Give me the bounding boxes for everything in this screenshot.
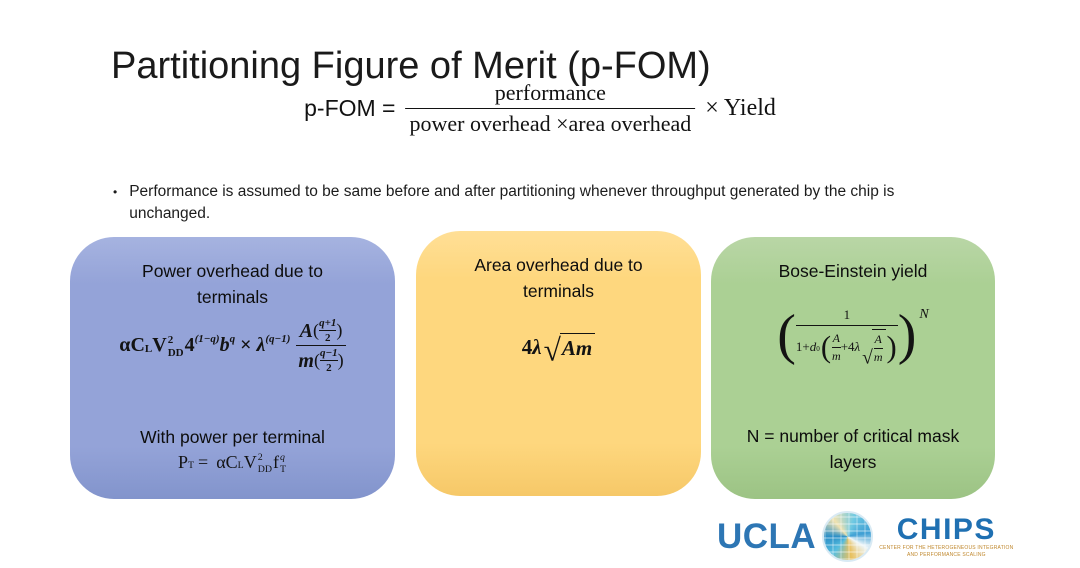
fraction-numerator: performance <box>494 80 606 105</box>
math-token: L <box>237 459 244 471</box>
math-token: V <box>152 334 167 356</box>
yield-note: N = number of critical mask layers <box>746 426 960 473</box>
ucla-chips-logo <box>717 511 1013 562</box>
yield-box-title: Bose-Einstein yield <box>778 261 928 281</box>
math-token: d <box>809 339 817 354</box>
formula-fraction <box>405 80 695 137</box>
math-token: × <box>240 334 252 356</box>
math-token: L <box>144 342 153 355</box>
math-token: T <box>188 459 195 471</box>
math-token: 0 <box>816 345 820 353</box>
math-token: 2 DD <box>167 334 184 359</box>
math-token: λ <box>256 334 266 356</box>
open-paren: ( <box>777 304 796 367</box>
math-token: f <box>272 451 279 472</box>
math-token: (q−1) <box>265 333 291 346</box>
math-token: 1 <box>843 307 851 322</box>
yield-formula <box>777 304 929 369</box>
formula-suffix: × Yield <box>705 95 776 121</box>
radicand: Am <box>560 333 595 361</box>
math-token: 2 DD <box>257 452 272 475</box>
math-token: (1−q) <box>194 333 220 346</box>
area-box-title: Area overhead due to terminals <box>474 255 643 302</box>
power-footer-formula <box>70 451 395 474</box>
radicand: $\frac{A}{m}$ <box>872 329 886 365</box>
math-token: b <box>219 334 230 356</box>
math-token: P <box>177 451 188 472</box>
area-formula <box>521 332 595 368</box>
math-token: αC <box>216 451 238 472</box>
fraction-bar <box>405 108 695 109</box>
fraction-bar <box>796 325 898 326</box>
math-token: 4 <box>521 334 533 359</box>
math-token: 1+ <box>795 339 810 354</box>
open-paren: ( <box>820 329 832 364</box>
formula-lhs: p-FOM = <box>304 95 396 121</box>
math-token: q <box>229 333 236 346</box>
yield-fraction <box>795 307 898 369</box>
math-token: A <box>299 320 314 342</box>
exponent-fraction: ( $\frac{q+1}{2}$ ) <box>313 317 343 344</box>
radical-sign: √ <box>543 332 561 368</box>
page-title: Partitioning Figure of Merit (p-FOM) <box>111 45 711 88</box>
math-token: +4 <box>840 339 855 354</box>
math-token: αC <box>119 334 145 356</box>
radical <box>543 332 596 368</box>
power-fraction <box>296 317 345 374</box>
math-token: λ <box>854 339 861 354</box>
math-token: λ <box>532 334 542 359</box>
chips-logo-icon <box>822 511 873 562</box>
fraction-denominator: power overhead ×area overhead <box>409 111 692 136</box>
bullet-text: Performance is assumed to be same before and after partitioning whenever throughput generated by the chip is unchanged. <box>129 183 895 222</box>
power-footer <box>70 427 395 474</box>
power-footer-label: With power per terminal <box>140 427 325 447</box>
exponent-N: N <box>919 307 929 322</box>
a-over-m: $\frac{A}{m}$ <box>832 330 841 363</box>
radical-sign: √ <box>862 347 873 369</box>
math-token: m <box>298 350 314 372</box>
pfom-formula <box>304 80 776 137</box>
power-box-title: Power overhead due to terminals <box>142 261 323 308</box>
power-overhead-box <box>70 237 395 499</box>
yield-box <box>711 237 995 499</box>
close-paren: ) <box>897 304 917 367</box>
chips-wordmark: CHIPS <box>896 512 996 546</box>
fraction-bar <box>296 345 345 346</box>
area-overhead-box <box>416 231 701 496</box>
close-paren: ) <box>886 329 897 364</box>
math-token: V <box>243 451 257 472</box>
math-token: = <box>198 451 209 472</box>
radical <box>862 329 885 369</box>
ucla-wordmark: UCLA <box>717 516 817 556</box>
bullet-marker: • <box>113 185 118 199</box>
chips-tagline: CENTER FOR THE HETEROGENEOUS INTEGRATION AND PERFORMANCE SCALING <box>879 544 1014 558</box>
math-token: q T <box>279 452 286 475</box>
power-formula <box>70 317 395 374</box>
bullet-item <box>113 181 913 224</box>
math-token: 4 <box>184 334 195 356</box>
exponent-fraction: ( $\frac{q-1}{2}$ ) <box>313 347 344 374</box>
